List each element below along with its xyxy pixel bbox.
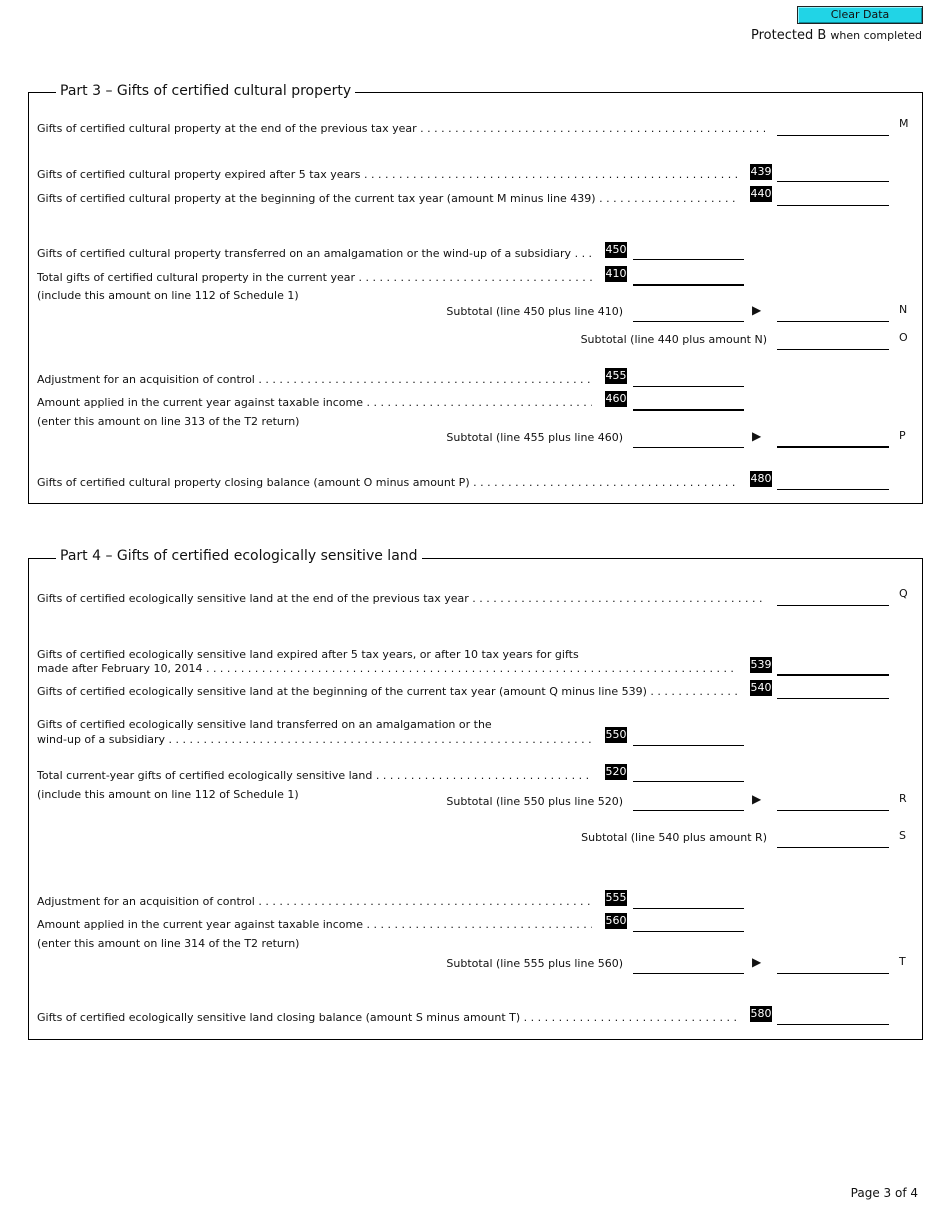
line-539-field[interactable] <box>777 659 889 676</box>
line-410-field[interactable] <box>633 269 744 286</box>
subtotal-r-label: Subtotal (line 550 plus line 520) <box>446 795 623 808</box>
line-539-label-a: Gifts of certified ecologically sensitive land expired after 5 tax years, or after 10 tax years for gifts <box>37 648 579 661</box>
line-455-field[interactable] <box>633 371 744 387</box>
code-580: 580 <box>750 1007 772 1020</box>
letter-s: S <box>899 829 906 842</box>
amount-s-field[interactable] <box>777 832 889 848</box>
line-460-field[interactable] <box>633 394 744 411</box>
line-560-note: (enter this amount on line 314 of the T2 return) <box>37 937 300 950</box>
line-q-label: Gifts of certified ecologically sensitive land at the end of the previous tax year . . . <box>37 592 765 605</box>
line-410-note: (include this amount on line 112 of Schedule 1) <box>37 289 299 302</box>
line-439-label: Gifts of certified cultural property expired after 5 tax years . . . <box>37 168 737 181</box>
letter-q: Q <box>899 587 908 600</box>
subtotal-o-label: Subtotal (line 440 plus amount N) <box>580 333 767 346</box>
code-539: 539 <box>750 658 772 671</box>
code-439: 439 <box>750 165 772 178</box>
letter-p: P <box>899 429 906 442</box>
code-460: 460 <box>605 392 627 405</box>
line-455-label: Adjustment for an acquisition of control . . . <box>37 373 592 386</box>
code-410: 410 <box>605 267 627 280</box>
amount-t-field[interactable] <box>777 958 889 974</box>
line-520-field[interactable] <box>633 766 744 782</box>
line-520-note: (include this amount on line 112 of Schedule 1) <box>37 788 299 801</box>
line-460-label: Amount applied in the current year against taxable income . . . <box>37 396 592 409</box>
subtotal-r-left-field[interactable] <box>633 795 744 811</box>
letter-r: R <box>899 792 907 805</box>
arrow-right-icon: ▶ <box>752 792 762 806</box>
code-480: 480 <box>750 472 772 485</box>
clear-data-button[interactable]: Clear Data <box>797 6 923 24</box>
line-480-label: Gifts of certified cultural property closing balance (amount O minus amount P) . . . <box>37 476 737 489</box>
part4-title: Part 4 – Gifts of certified ecologically sensitive land <box>56 548 422 564</box>
code-540: 540 <box>750 681 772 694</box>
part3-title: Part 3 – Gifts of certified cultural property <box>56 83 355 99</box>
line-555-label: Adjustment for an acquisition of control . . . <box>37 895 592 908</box>
code-450: 450 <box>605 243 627 256</box>
letter-m: M <box>899 117 909 130</box>
arrow-right-icon: ▶ <box>752 429 762 443</box>
subtotal-t-label: Subtotal (line 555 plus line 560) <box>446 957 623 970</box>
code-550: 550 <box>605 728 627 741</box>
code-440: 440 <box>750 187 772 200</box>
letter-t: T <box>899 955 906 968</box>
line-550-label-a: Gifts of certified ecologically sensitive land transferred on an amalgamation or the <box>37 718 492 731</box>
code-455: 455 <box>605 369 627 382</box>
line-580-field[interactable] <box>777 1009 889 1025</box>
line-439-field[interactable] <box>777 166 889 182</box>
line-450-label: Gifts of certified cultural property transferred on an amalgamation or the wind-up of a subsidiary . . . <box>37 247 592 260</box>
line-480-field[interactable] <box>777 474 889 490</box>
line-440-label: Gifts of certified cultural property at the beginning of the current tax year (amount M minus line 439) . . . <box>37 192 737 205</box>
amount-m-field[interactable] <box>777 120 889 136</box>
amount-n-field[interactable] <box>777 306 889 322</box>
line-550-field[interactable] <box>633 730 744 746</box>
protected-label: Protected B when completed <box>751 28 922 43</box>
letter-n: N <box>899 303 908 316</box>
line-540-label: Gifts of certified ecologically sensitive land at the beginning of the current tax year (amount Q minus line 539) . . . <box>37 685 737 698</box>
line-539-label-b: made after February 10, 2014 . . . <box>37 662 737 675</box>
subtotal-p-label: Subtotal (line 455 plus line 460) <box>446 431 623 444</box>
subtotal-n-label: Subtotal (line 450 plus line 410) <box>446 305 623 318</box>
amount-q-field[interactable] <box>777 590 889 606</box>
line-460-note: (enter this amount on line 313 of the T2 return) <box>37 415 300 428</box>
amount-o-field[interactable] <box>777 334 889 350</box>
line-560-field[interactable] <box>633 916 744 932</box>
code-520: 520 <box>605 765 627 778</box>
subtotal-t-left-field[interactable] <box>633 958 744 974</box>
line-580-label: Gifts of certified ecologically sensitive land closing balance (amount S minus amount T) . . . <box>37 1011 737 1024</box>
line-550-label-b: wind-up of a subsidiary . . . <box>37 733 592 746</box>
arrow-right-icon: ▶ <box>752 955 762 969</box>
amount-p-field[interactable] <box>777 431 889 448</box>
line-555-field[interactable] <box>633 893 744 909</box>
line-450-field[interactable] <box>633 244 744 260</box>
line-520-label: Total current-year gifts of certified ecologically sensitive land . . . <box>37 769 592 782</box>
code-555: 555 <box>605 891 627 904</box>
page-number: Page 3 of 4 <box>850 1186 918 1200</box>
arrow-right-icon: ▶ <box>752 303 762 317</box>
line-540-field[interactable] <box>777 683 889 699</box>
line-560-label: Amount applied in the current year against taxable income . . . <box>37 918 592 931</box>
subtotal-n-left-field[interactable] <box>633 306 744 322</box>
letter-o: O <box>899 331 908 344</box>
line-440-field[interactable] <box>777 190 889 206</box>
line-m-label: Gifts of certified cultural property at the end of the previous tax year . . . <box>37 122 765 135</box>
code-560: 560 <box>605 914 627 927</box>
subtotal-s-label: Subtotal (line 540 plus amount R) <box>581 831 767 844</box>
amount-r-field[interactable] <box>777 795 889 811</box>
line-410-label: Total gifts of certified cultural property in the current year . . . <box>37 271 592 284</box>
subtotal-p-left-field[interactable] <box>633 432 744 448</box>
